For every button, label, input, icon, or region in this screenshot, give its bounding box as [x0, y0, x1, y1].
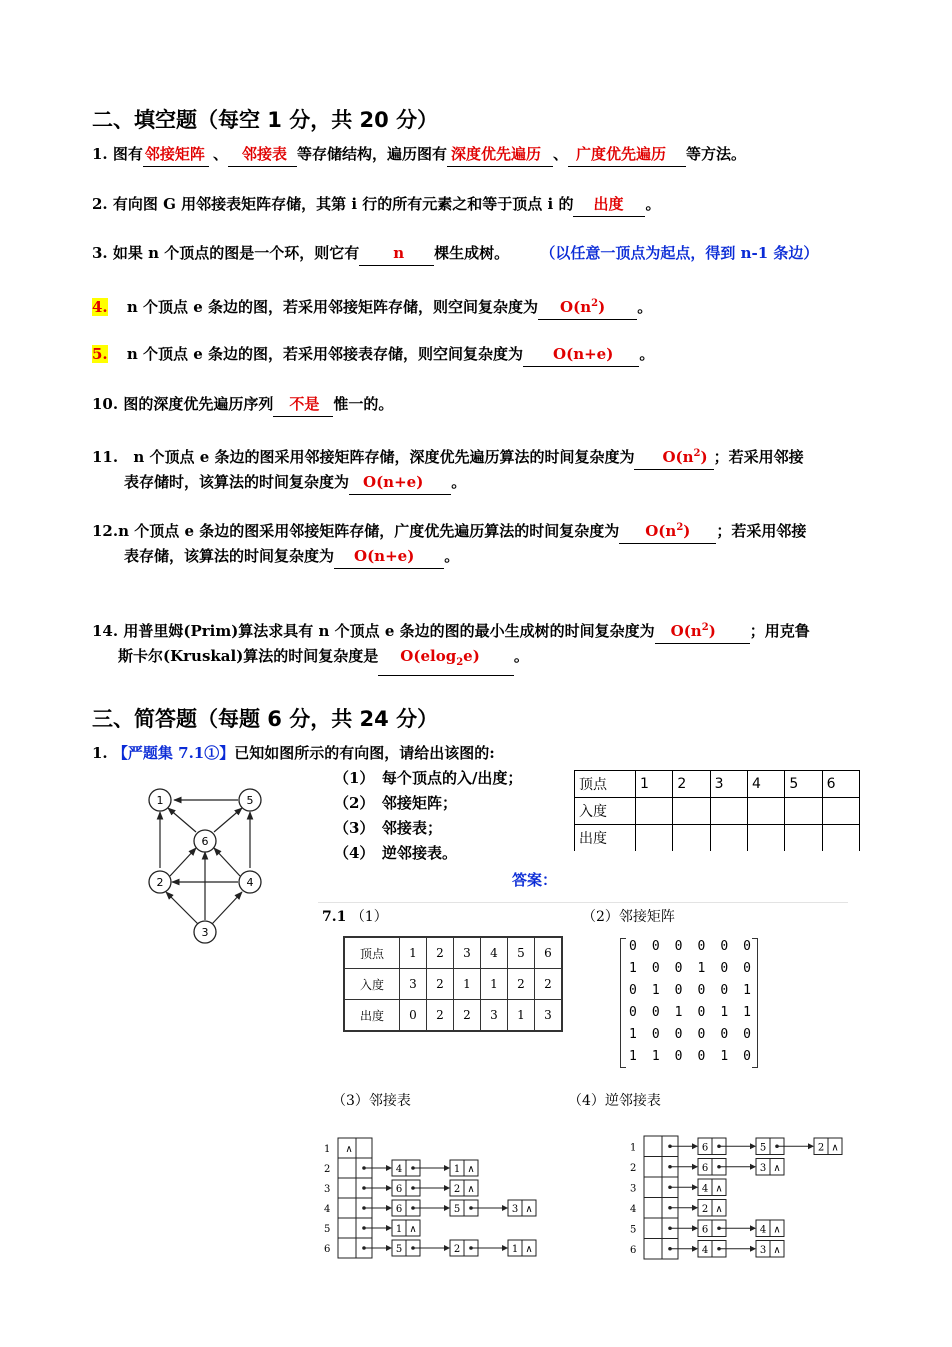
question-1: 1. 图有 邻接矩阵 、 邻接表 等存储结构，遍历图有 深度优先遍历 、 广度优先遍历 等方法。: [92, 142, 746, 167]
highlighted-number: 5.: [92, 345, 108, 363]
answer-blank: 邻接矩阵: [144, 145, 205, 163]
matrix-cell: 0: [720, 1027, 729, 1042]
list-node-value: 1: [453, 1164, 461, 1175]
list-node-value: 6: [395, 1204, 403, 1215]
answer-blank: $O(n^2)$: [645, 522, 691, 540]
matrix-cell: 1: [743, 1005, 751, 1020]
inverse-adjacency-list: [628, 1134, 858, 1265]
answer-blank: O(n+e): [354, 547, 415, 565]
list-node-value: 2: [817, 1142, 825, 1154]
question-11: 11. n 个顶点 e 条边的图采用邻接矩阵存储，深度优先遍历算法的时间复杂度为 $O(n^2)$ ；若采用邻接 表存储时，该算法的时间复杂度为 O(n+e) 。: [92, 442, 804, 495]
head-node: [338, 1238, 356, 1258]
sub-item: （1） 每个顶点的入/出度；: [334, 769, 523, 787]
head-node: [644, 1177, 662, 1198]
inverse-list-diagram: [628, 1134, 858, 1261]
vertex-label: 5: [630, 1224, 637, 1236]
answer-caption-3: （3）邻接表: [332, 1093, 411, 1109]
list-node-value: 6: [701, 1142, 709, 1154]
head-node: [338, 1178, 356, 1198]
answer-blank: O(n+e): [363, 473, 424, 491]
short-question-1: 1. 【严题集 7.1①】已知如图所示的有向图，请给出该图的:: [92, 744, 495, 762]
null-pointer: ∧: [467, 1184, 475, 1195]
answer-blank: O(elog$_2$e): [400, 647, 480, 668]
list-node-value: 5: [395, 1244, 403, 1255]
matrix-cell: 0: [743, 1049, 751, 1064]
matrix-cell: 0: [651, 1027, 660, 1042]
answer-caption-4: （4）逆邻接表: [568, 1093, 661, 1109]
null-pointer: ∧: [773, 1224, 781, 1236]
answer-blank: $O(n^2)$: [670, 622, 716, 640]
vertex-label: 6: [324, 1244, 331, 1255]
matrix-cell: 0: [743, 939, 751, 954]
matrix-cell: 1: [720, 1049, 729, 1064]
matrix-cell: 1: [720, 1005, 729, 1020]
matrix-cell: 1: [651, 1049, 660, 1064]
head-node: [644, 1239, 662, 1260]
null-pointer: ∧: [715, 1183, 723, 1195]
null-pointer: ∧: [773, 1244, 781, 1256]
head-node: [644, 1198, 662, 1219]
matrix-cell: 0: [629, 1005, 637, 1020]
matrix-cell: 0: [743, 961, 751, 976]
head-node: [338, 1158, 356, 1178]
highlighted-number: 4.: [92, 298, 108, 316]
matrix-cell: 1: [674, 1005, 683, 1020]
matrix-cell: 1: [651, 983, 660, 998]
null-pointer: ∧: [525, 1244, 533, 1255]
matrix-cell: 0: [697, 1027, 706, 1042]
source-tag: 【严题集 7.1①】: [112, 744, 235, 762]
answer-blank: 邻接表: [241, 145, 287, 163]
adjacency-list: [322, 1136, 552, 1264]
null-pointer: ∧: [409, 1224, 417, 1235]
list-node-value: 6: [395, 1184, 403, 1195]
adjacency-list-diagram: [322, 1136, 552, 1260]
vertex-label: 4: [630, 1203, 637, 1215]
matrix-cell: 0: [674, 1049, 683, 1064]
list-node-value: 6: [701, 1224, 709, 1236]
vertex-label: 1: [630, 1142, 637, 1154]
matrix-cell: 0: [674, 961, 683, 976]
answer-blank: 深度优先遍历: [450, 145, 541, 163]
head-node: [338, 1198, 356, 1218]
matrix-row: [627, 958, 753, 980]
divider: [318, 902, 848, 903]
list-node-value: 4: [759, 1224, 767, 1236]
list-node-value: 1: [511, 1244, 519, 1255]
list-node-value: 3: [759, 1162, 767, 1174]
matrix-row: [627, 1002, 753, 1024]
null-pointer: ∧: [467, 1164, 475, 1175]
matrix-cell: 0: [720, 983, 729, 998]
section-title-fill-blank: 二、填空题（每空 1 分，共 20 分）: [92, 108, 439, 132]
sub-items-list: [334, 766, 522, 866]
svg-text:1: 1: [156, 794, 164, 807]
sub-item: （3） 邻接表；: [334, 819, 442, 837]
svg-text:5: 5: [246, 794, 254, 807]
matrix-row: [627, 980, 753, 1002]
null-pointer: ∧: [345, 1144, 353, 1155]
vertex-label: 3: [324, 1184, 331, 1195]
matrix-row: [627, 936, 753, 958]
question-10: 10. 图的深度优先遍历序列 不是 惟一的。: [92, 392, 393, 417]
vertex-label: 3: [630, 1183, 637, 1195]
svg-text:3: 3: [201, 926, 209, 939]
matrix-cell: 0: [674, 939, 683, 954]
list-node-value: 4: [701, 1183, 709, 1195]
sub-item: （2） 邻接矩阵；: [334, 794, 457, 812]
matrix-cell: 0: [720, 939, 729, 954]
null-pointer: ∧: [525, 1204, 533, 1215]
matrix-cell: 0: [651, 939, 660, 954]
svg-text:6: 6: [201, 835, 209, 848]
head-node: [644, 1218, 662, 1239]
directed-graph-figure: [140, 782, 280, 946]
svg-text:2: 2: [156, 876, 164, 889]
sub-item: （4） 逆邻接表。: [334, 844, 457, 862]
vertex-label: 2: [630, 1162, 637, 1174]
matrix-cell: 0: [629, 939, 637, 954]
question-5: 5. n 个顶点 e 条边的图，若采用邻接表存储，则空间复杂度为 O(n+e) 。: [92, 342, 654, 367]
matrix-cell: 0: [697, 983, 706, 998]
matrix-cell: 1: [629, 1049, 637, 1064]
vertex-label: 2: [324, 1164, 331, 1175]
answer-blank: 不是: [289, 395, 320, 413]
matrix-row: [627, 1024, 753, 1046]
answer-degree-table: 顶点 1 2 3 4 5 6 入度 3 2 1 1 2 2 出度 0 2 2 3 1 3: [343, 936, 563, 1032]
matrix-cell: 1: [629, 961, 637, 976]
matrix-cell: 0: [651, 961, 660, 976]
matrix-cell: 0: [697, 939, 706, 954]
head-pointer: [356, 1138, 372, 1158]
question-14: 14. 用普里姆(Prim)算法求具有 n 个顶点 e 条边的图的最小生成树的时间复杂度为 $O(n^2)$ ；用克鲁 斯卡尔(Kruskal)算法的时间复杂度是 O(elog$_2$e) 。: [92, 616, 810, 676]
null-pointer: ∧: [773, 1162, 781, 1174]
matrix-row: [627, 1046, 753, 1068]
answer-caption-1: 7.1 （1）: [322, 909, 388, 925]
answer-label: 答案：: [512, 871, 558, 889]
question-12: 12.n 个顶点 e 条边的图采用邻接矩阵存储，广度优先遍历算法的时间复杂度为 $O(n^2)$ ；若采用邻接 表存储，该算法的时间复杂度为 O(n+e) 。: [92, 516, 806, 569]
matrix-cell: 0: [674, 1027, 683, 1042]
list-node-value: 6: [701, 1162, 709, 1174]
answer-blank: $O(n^2)$: [560, 298, 606, 316]
vertex-label: 4: [324, 1204, 331, 1215]
matrix-cell: 1: [697, 961, 706, 976]
head-node: [644, 1136, 662, 1157]
answer-blank: n: [393, 244, 405, 262]
answer-blank: O(n+e): [553, 345, 614, 363]
list-node-value: 5: [759, 1142, 767, 1154]
adjacency-matrix: [620, 936, 758, 1070]
list-node-value: 5: [453, 1204, 461, 1215]
list-node-value: 3: [759, 1244, 767, 1256]
list-node-value: 2: [701, 1203, 709, 1215]
list-node-value: 4: [701, 1244, 709, 1256]
head-node: [338, 1218, 356, 1238]
section-title-short-answer: 三、简答题（每题 6 分，共 24 分）: [92, 707, 439, 731]
list-node-value: 1: [395, 1224, 403, 1235]
blank-degree-table: 顶点 1 2 3 4 5 6 入度 出度: [574, 770, 860, 851]
svg-text:4: 4: [246, 876, 254, 889]
note-text: （以任意一顶点为起点，得到 n-1 条边）: [540, 244, 819, 262]
matrix-cell: 0: [697, 1005, 706, 1020]
matrix-cell: 1: [629, 1027, 637, 1042]
answer-blank: $O(n^2)$: [662, 448, 708, 466]
answer-blank: 广度优先遍历: [576, 145, 667, 163]
matrix-cell: 0: [743, 1027, 751, 1042]
list-node-value: 2: [453, 1184, 461, 1195]
vertex-label: 5: [324, 1224, 331, 1235]
list-node-value: 2: [453, 1244, 461, 1255]
question-2: 2. 有向图 G 用邻接表矩阵存储，其第 i 行的所有元素之和等于顶点 i 的 出度 。: [92, 192, 660, 217]
matrix-cell: 0: [697, 1049, 706, 1064]
question-3: 3. 如果 n 个顶点的图是一个环，则它有 n 棵生成树。 （以任意一顶点为起点，得到 n-1 条边）: [92, 241, 818, 266]
matrix-cell: 1: [743, 983, 751, 998]
answer-caption-2: （2）邻接矩阵: [582, 909, 675, 925]
answer-blank: 出度: [593, 195, 624, 213]
list-node-value: 4: [395, 1164, 403, 1175]
matrix-cell: 0: [674, 983, 683, 998]
head-node: [644, 1157, 662, 1178]
question-4: 4. n 个顶点 e 条边的图，若采用邻接矩阵存储，则空间复杂度为 $O(n^2)$ 。: [92, 292, 652, 320]
matrix-cell: 0: [629, 983, 637, 998]
matrix-cell: 0: [720, 961, 729, 976]
vertex-label: 6: [630, 1244, 637, 1256]
vertex-label: 1: [324, 1144, 331, 1155]
matrix-cell: 0: [651, 1005, 660, 1020]
list-node-value: 3: [511, 1204, 519, 1215]
null-pointer: ∧: [831, 1142, 839, 1154]
null-pointer: ∧: [715, 1203, 723, 1215]
